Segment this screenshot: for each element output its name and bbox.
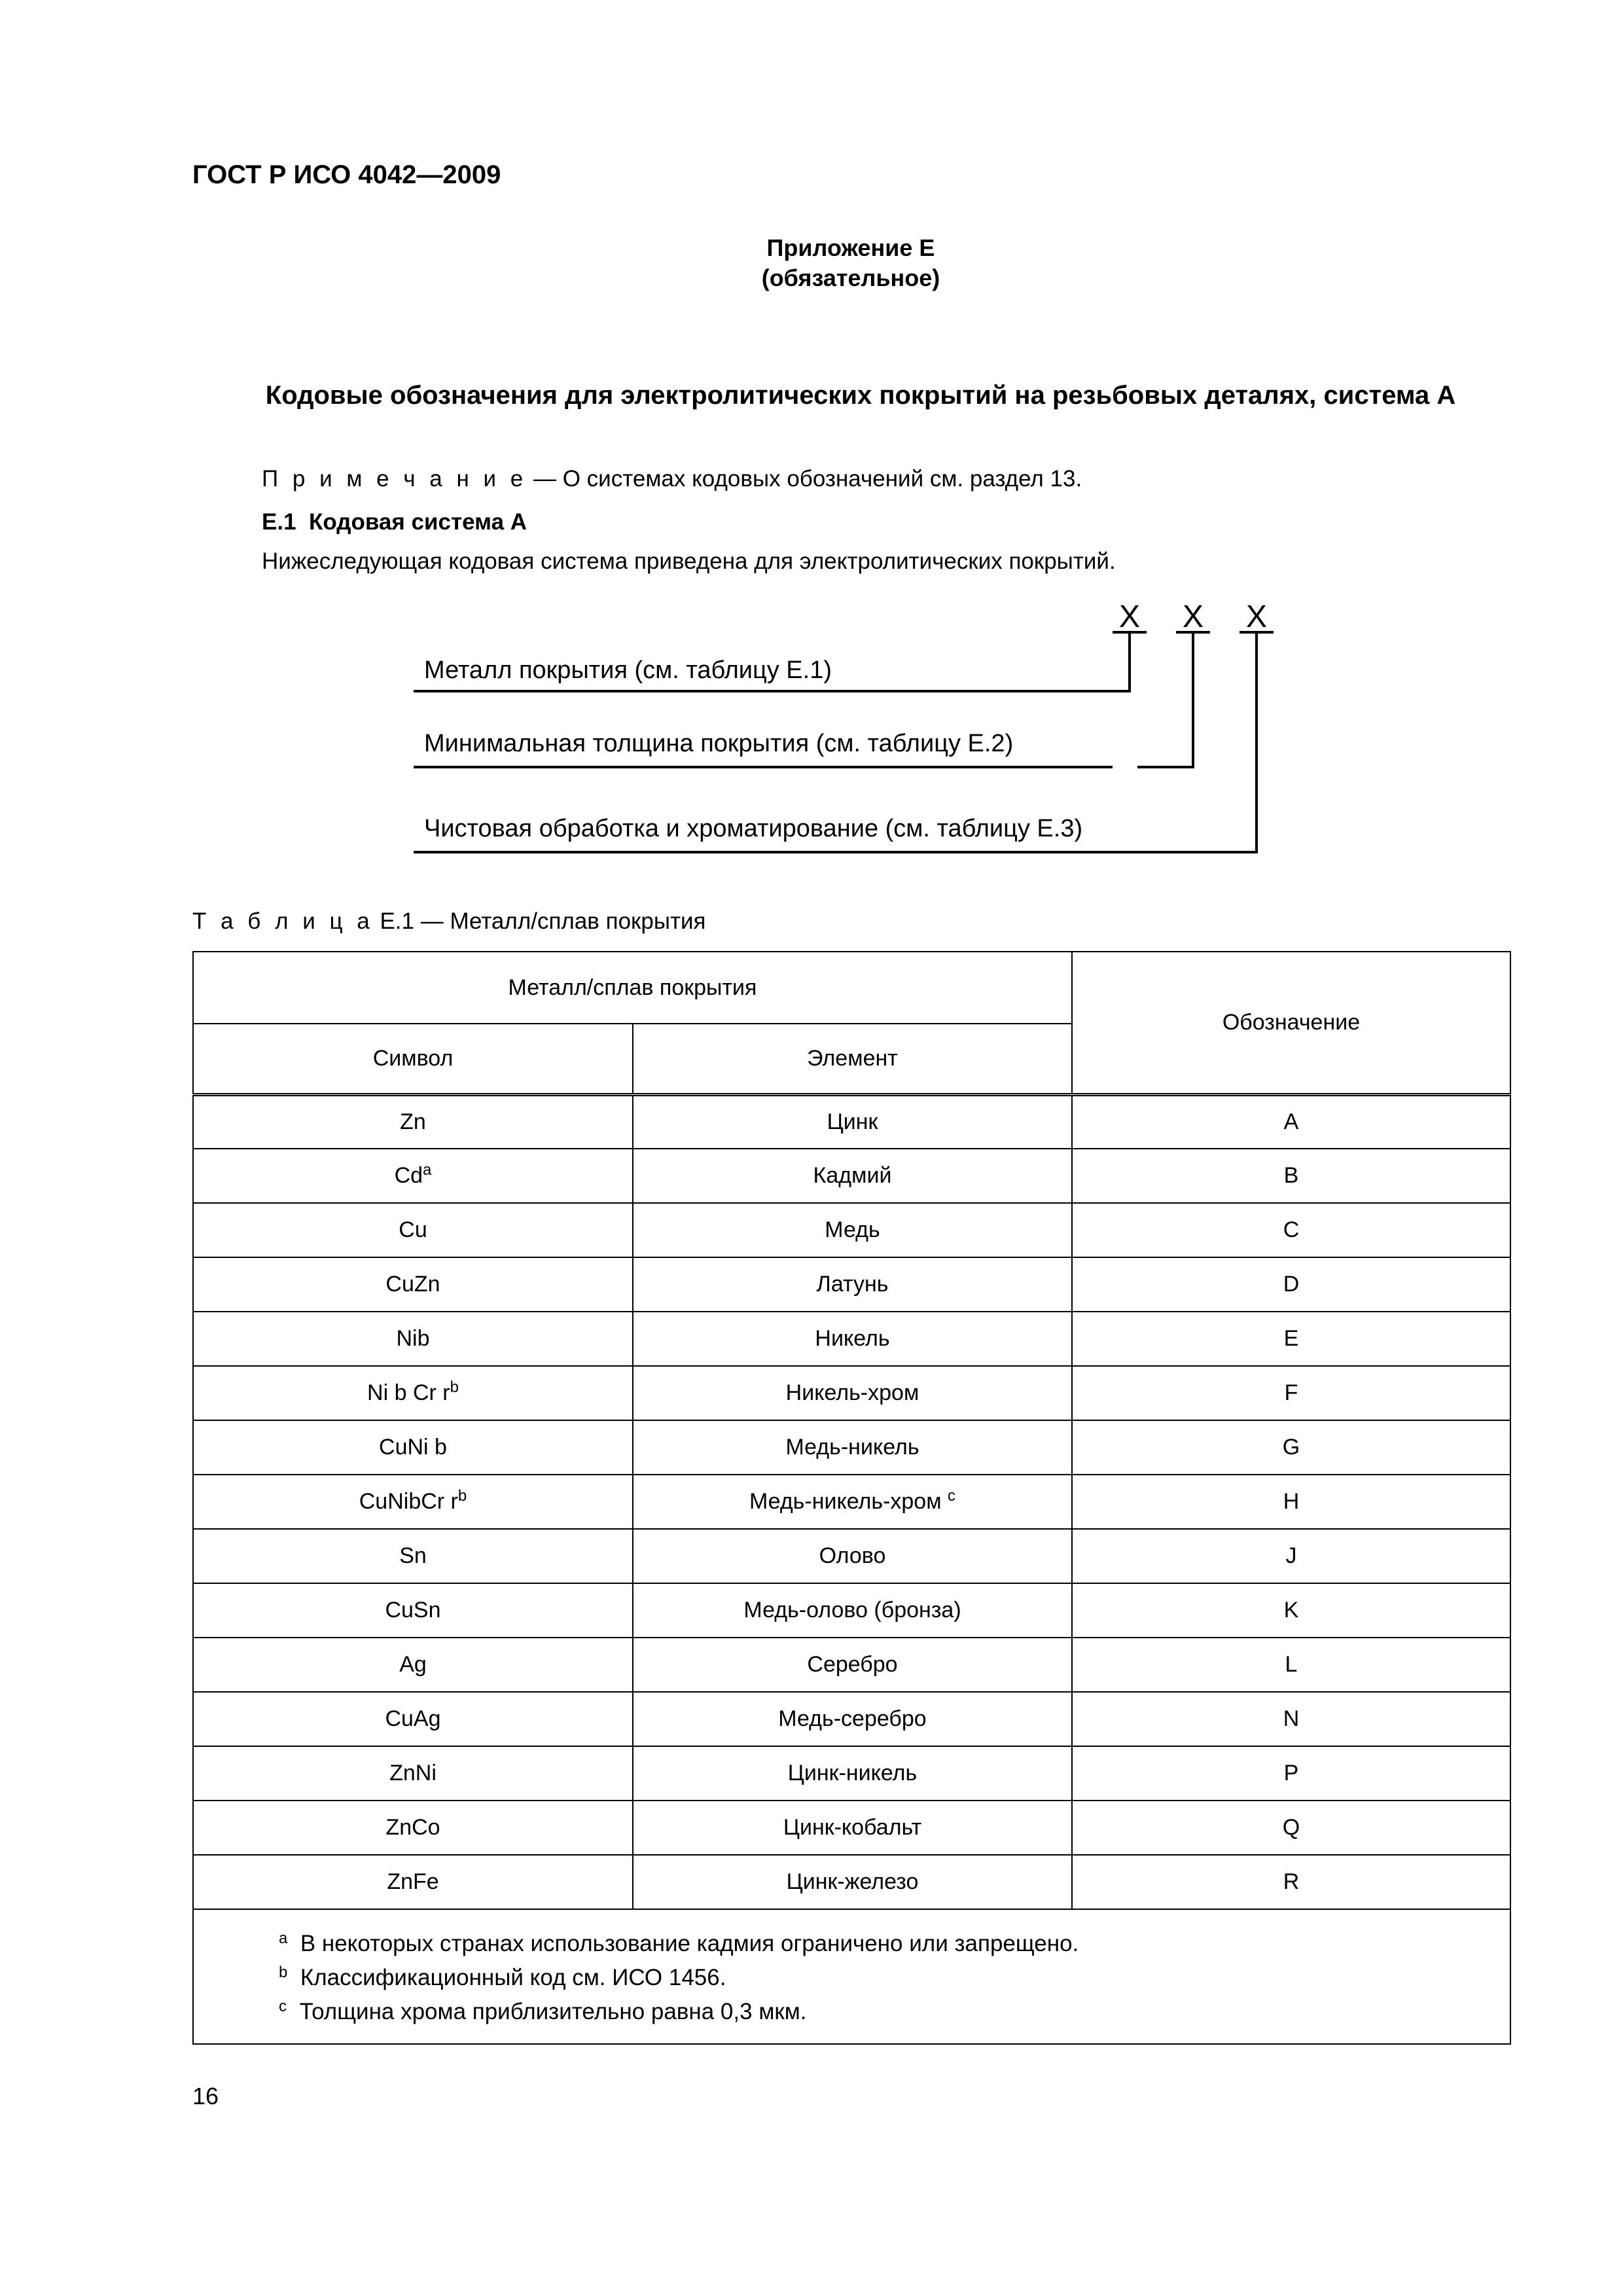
cell-symbol <box>193 1094 633 1149</box>
cell-symbol-text: Ag <box>399 1652 427 1677</box>
cell-designation-text: L <box>1285 1652 1298 1677</box>
cell-designation-text: J <box>1285 1543 1297 1568</box>
cell-element-text: Никель-хром <box>785 1380 919 1405</box>
cell-symbol <box>193 1638 633 1692</box>
header-symbol: Символ <box>193 1024 633 1094</box>
cell-element <box>633 1583 1072 1638</box>
table-row <box>193 1692 1510 1746</box>
cell-element <box>633 1312 1072 1366</box>
cell-symbol <box>193 1746 633 1801</box>
cell-designation <box>1072 1149 1510 1203</box>
leader-line-thickness-stub <box>1137 632 1193 767</box>
table-caption <box>192 908 706 935</box>
table-row <box>193 1257 1510 1312</box>
cell-element-text: Серебро <box>807 1652 898 1677</box>
cell-designation <box>1072 1312 1510 1366</box>
footnote-ref: a <box>423 1161 432 1179</box>
cell-designation-text: F <box>1284 1380 1298 1405</box>
cell-element-text: Цинк-кобальт <box>783 1815 922 1840</box>
footnote-text: Толщина хрома приблизительно равна 0,3 мкм. <box>299 1999 807 2024</box>
footnote-ref: c <box>948 1487 956 1505</box>
cell-element <box>633 1203 1072 1257</box>
cell-symbol-text: ZnCo <box>385 1815 440 1840</box>
placeholder-x-2: X <box>1182 600 1204 634</box>
cell-designation <box>1072 1801 1510 1855</box>
cell-designation-text: Q <box>1282 1815 1300 1840</box>
cell-element-text: Медь <box>825 1217 880 1242</box>
cell-element-text: Медь-олово (бронза) <box>743 1598 961 1623</box>
table-caption-label: Т а б л и ц а <box>192 908 374 934</box>
cell-element-text: Никель <box>815 1326 890 1351</box>
cell-element <box>633 1257 1072 1312</box>
cell-designation <box>1072 1203 1510 1257</box>
cell-designation-text: C <box>1283 1217 1300 1242</box>
cell-element <box>633 1746 1072 1801</box>
cell-element-text: Цинк-железо <box>786 1869 919 1894</box>
cell-element <box>633 1692 1072 1746</box>
cell-element-text: Олово <box>819 1543 886 1568</box>
cell-designation <box>1072 1257 1510 1312</box>
placeholder-x-3: X <box>1245 600 1268 634</box>
footnote-text: В некоторых странах использование кадмия ограничено или запрещено. <box>300 1931 1079 1956</box>
cell-designation-text: D <box>1283 1272 1300 1297</box>
cell-designation <box>1072 1366 1510 1420</box>
footnote-ref: b <box>457 1487 467 1505</box>
coating-metal-table <box>192 951 1511 2045</box>
table-row <box>193 1203 1510 1257</box>
cell-symbol <box>193 1529 633 1583</box>
cell-element <box>633 1420 1072 1475</box>
footnote-a <box>279 1927 1510 1961</box>
footnote-mark: c <box>279 1998 287 2015</box>
cell-symbol-text: CuAg <box>385 1706 441 1731</box>
cell-element-text: Латунь <box>816 1272 889 1297</box>
cell-designation <box>1072 1746 1510 1801</box>
header-metal-alloy: Металл/сплав покрытия <box>193 952 1072 1024</box>
cell-designation-text: K <box>1283 1598 1299 1623</box>
cell-designation-text: R <box>1283 1869 1300 1894</box>
cell-symbol-text: Nib <box>396 1326 430 1351</box>
cell-designation-text: N <box>1283 1706 1300 1731</box>
cell-symbol <box>193 1855 633 1909</box>
cell-designation-text: B <box>1283 1163 1299 1188</box>
page-number: 16 <box>192 2083 219 2109</box>
table-row <box>193 1583 1510 1638</box>
cell-symbol-text: Cd <box>394 1163 423 1188</box>
table-caption-text: E.1 — Металл/сплав покрытия <box>373 908 706 934</box>
cell-symbol-text: CuSn <box>385 1598 441 1623</box>
table-row <box>193 1801 1510 1855</box>
table-row <box>193 1475 1510 1529</box>
cell-element-text: Цинк <box>827 1109 878 1134</box>
diagram-label-finish: Чистовая обработка и хроматирование (см. таблицу E.3) <box>424 815 1083 842</box>
footnote-mark: a <box>279 1929 288 1947</box>
cell-designation-text: A <box>1283 1109 1299 1134</box>
section-heading: Кодовые обозначения для электролитических покрытий на резьбовых деталях, система А <box>265 381 1456 410</box>
cell-designation <box>1072 1475 1510 1529</box>
cell-designation <box>1072 1855 1510 1909</box>
footnote-ref: b <box>450 1378 459 1396</box>
document-header: ГОСТ Р ИСО 4042—2009 <box>192 160 501 189</box>
annex-status: (обязательное) <box>761 264 940 291</box>
cell-element <box>633 1529 1072 1583</box>
footnote-b <box>279 1961 1510 1995</box>
table-row <box>193 1149 1510 1203</box>
table-row <box>193 1366 1510 1420</box>
cell-element <box>633 1475 1072 1529</box>
cell-designation <box>1072 1094 1510 1149</box>
subsection-number: E.1 <box>262 509 296 535</box>
cell-symbol <box>193 1366 633 1420</box>
header-element: Элемент <box>633 1024 1072 1094</box>
cell-designation <box>1072 1638 1510 1692</box>
cell-symbol-text: Cu <box>399 1217 427 1242</box>
footnote-mark: b <box>279 1964 288 1981</box>
footnote-c <box>279 1995 1510 2029</box>
note-text: — О системах кодовых обозначений см. раздел 13. <box>527 466 1082 492</box>
cell-symbol <box>193 1312 633 1366</box>
cell-designation <box>1072 1692 1510 1746</box>
table-row <box>193 1855 1510 1909</box>
cell-symbol-text: ZnNi <box>389 1761 437 1785</box>
cell-symbol-text: Ni b Cr r <box>367 1380 450 1405</box>
cell-symbol-text: CuZn <box>385 1272 440 1297</box>
intro-text: Нижеследующая кодовая система приведена для электролитических покрытий. <box>262 548 1116 574</box>
diagram-label-metal: Металл покрытия (см. таблицу E.1) <box>424 656 832 684</box>
cell-symbol-text: Sn <box>399 1543 427 1568</box>
header-designation: Обозначение <box>1072 952 1510 1094</box>
cell-element <box>633 1801 1072 1855</box>
cell-symbol <box>193 1801 633 1855</box>
table-row <box>193 1638 1510 1692</box>
cell-symbol-text: Zn <box>400 1109 426 1134</box>
cell-symbol-text: ZnFe <box>387 1869 439 1894</box>
code-system-diagram <box>0 0 1623 884</box>
cell-element <box>633 1855 1072 1909</box>
cell-element-text: Медь-серебро <box>778 1706 927 1731</box>
note-label: П р и м е ч а н и е <box>262 466 527 492</box>
subsection-title: Кодовая система А <box>309 509 527 535</box>
cell-element <box>633 1149 1072 1203</box>
footnote-text: Классификационный код см. ИСО 1456. <box>300 1965 726 1990</box>
cell-symbol <box>193 1583 633 1638</box>
cell-symbol <box>193 1692 633 1746</box>
cell-element-text: Медь-никель <box>785 1435 919 1460</box>
table-row <box>193 1746 1510 1801</box>
table-row <box>193 1094 1510 1149</box>
table-row <box>193 1312 1510 1366</box>
table-row <box>193 1420 1510 1475</box>
cell-element <box>633 1094 1072 1149</box>
table-footnotes <box>193 1909 1510 2044</box>
cell-symbol <box>193 1203 633 1257</box>
table-row <box>193 1529 1510 1583</box>
cell-symbol <box>193 1475 633 1529</box>
cell-symbol-text: CuNi b <box>379 1435 447 1460</box>
placeholder-x-1: X <box>1118 600 1141 634</box>
cell-element-text: Медь-никель-хром <box>749 1489 948 1514</box>
cell-designation-text: H <box>1283 1489 1300 1514</box>
cell-element <box>633 1638 1072 1692</box>
cell-designation-text: P <box>1283 1761 1299 1785</box>
annex-title: Приложение E <box>766 234 935 261</box>
cell-symbol <box>193 1149 633 1203</box>
cell-element-text: Цинк-никель <box>787 1761 918 1785</box>
cell-designation <box>1072 1583 1510 1638</box>
cell-symbol <box>193 1420 633 1475</box>
cell-element-text: Кадмий <box>813 1163 892 1188</box>
diagram-label-thickness: Минимальная толщина покрытия (см. таблицу E.2) <box>424 730 1014 757</box>
cell-designation-text: G <box>1282 1435 1300 1460</box>
cell-element <box>633 1366 1072 1420</box>
cell-designation-text: E <box>1283 1326 1299 1351</box>
cell-symbol-text: CuNibCr r <box>359 1489 458 1514</box>
cell-designation <box>1072 1529 1510 1583</box>
cell-symbol <box>193 1257 633 1312</box>
cell-designation <box>1072 1420 1510 1475</box>
